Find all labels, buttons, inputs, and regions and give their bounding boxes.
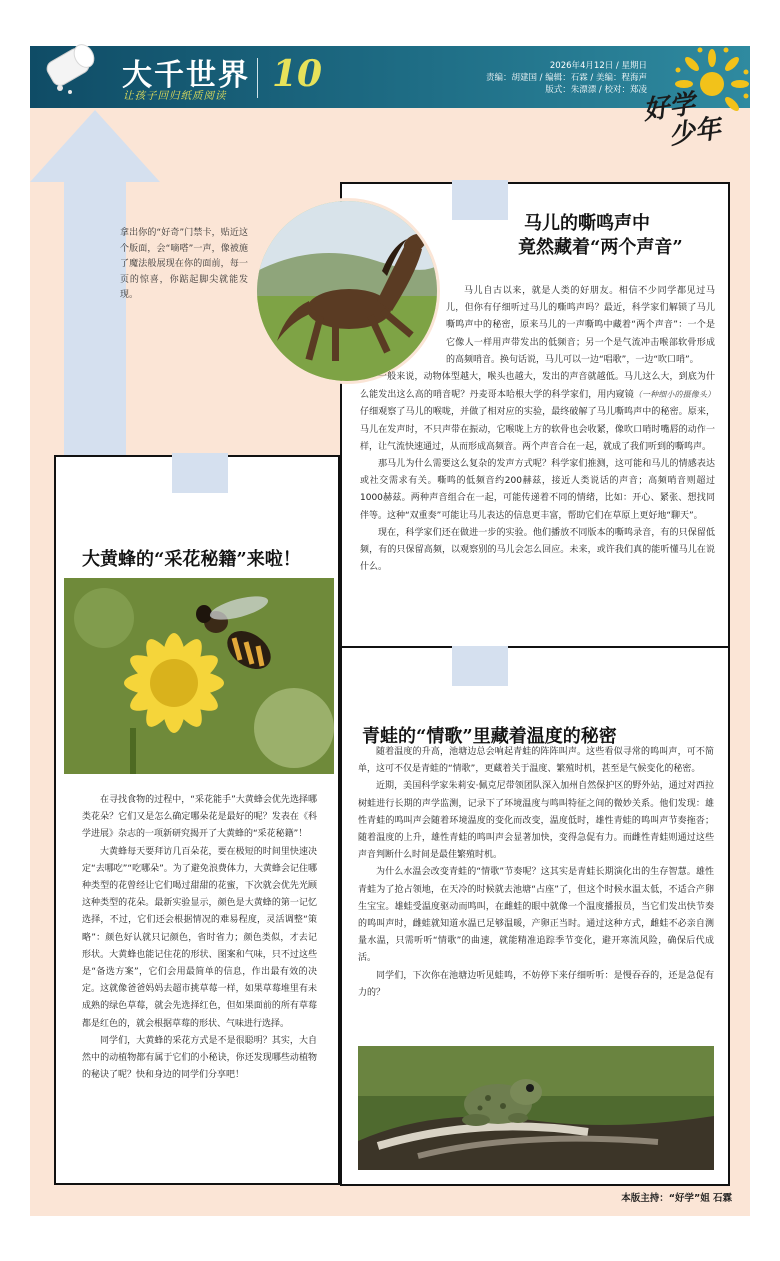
horse-p2-part-b: 仔细观察了马儿的喉咙，并做了相对应的实验，最终破解了马儿嘶鸣声中的秘密。原来，马儿在发声时，不只声带在振动，它喉咙上方的软骨也会收紧，像吹口哨时嘴唇的动作一样，让气流快速通过，从而形成高频音。两个声音合在一起，就成了我们听到的嘶鸣声。 <box>360 407 715 452</box>
horse-paragraph: 那马儿为什么需要这么复杂的发声方式呢？科学家们推测，这可能和马儿的情感表达或社交需求有关。嘶鸣的低频音约200赫兹，接近人类说话的声音；高频哨音则超过1000赫兹。两种声音组合在一起，可能传递着不同的情绪，比如：开心、紧张、想找同伴等。这种“双重奏”可能让马儿表达的信息更丰富，帮助它们在草原上更好地“聊天”。 <box>360 459 715 521</box>
horse-tab <box>452 180 508 220</box>
horse-p2-part-a: 一般来说，动物体型越大，喉头也越大，发出的声音就越低。马儿这么大，到底为什么能发出这么高的哨音呢？丹麦哥本哈根大学的科学家们，用内窥镜 <box>360 372 715 401</box>
section-title: 大千世界 <box>122 58 250 93</box>
bee-photo <box>64 578 334 774</box>
frog-paragraph: 为什么水温会改变青蛙的“情歌”节奏呢？这其实是青蛙长期演化出的生存智慧。雄性青蛙为了抢占领地，在天冷的时候就去池塘“占座”了，但这个时候水温太低，不适合产卵生宝宝。雄蛙受温度驱动而鸣叫，在雌蛙的眼中就像一个温度播报员，当它们发出快节奏的鸣叫声时，雌蛙就知道水温已足够温暖，产卵正当时。通过这种方式，雌蛙不必亲自测量水温，只需听听“情歌”的曲速，就能精准追踪季节变化，避开寒流风险，确保后代成活。 <box>358 867 714 964</box>
frog-photo <box>358 1046 714 1170</box>
frog-article-body <box>358 744 714 1002</box>
frog-paragraph: 同学们，下次你在池塘边听见蛙鸣，不妨停下来仔细听听：是慢吞吞的，还是急促有力的？ <box>358 970 714 998</box>
horse-article-body <box>360 283 715 576</box>
bee-paragraph: 大黄蜂每天要拜访几百朵花，要在极短的时间里快速决定“去哪吃”“吃哪朵”。为了避免浪费体力，大黄蜂会记住哪种类型的花曾经让它们喝过甜甜的花蜜，下次就会优先光顾这种类型的花朵。最新实验显示，颜色是大黄蜂的第一记忆选择，不过，它们还会根据情况的难易程度，灵活调整“策略”：颜色好认就只记颜色，省时省力；颜色类似，才去记形状。大黄蜂也能记住花的形状、图案和气味，只不过这些是“备选方案”，它们会用最简单的信息，作出最有效的决定。这就像爸爸妈妈去超市挑草莓一样，如果草莓堆里有未成熟的绿色草莓，就会先选择红色，但如果面前的所有草莓都是红色的，就会根据草莓的形状、气味进行选择。 <box>82 846 317 1029</box>
frog-tab <box>452 646 508 686</box>
frog-paragraph: 随着温度的升高，池塘边总会响起青蛙的阵阵叫声。这些看似寻常的鸣叫声，可不简单，这可不仅是青蛙的“情歌”，更藏着关于温度、繁殖时机，甚至是气候变化的秘密。 <box>358 747 714 775</box>
horse-title-line-2: 竟然藏着“两个声音” <box>518 237 683 258</box>
layout-credits: 版式：朱漂漂 / 校对：郑凌 <box>545 85 647 95</box>
bee-tab <box>172 453 228 493</box>
bee-article-title: 大黄蜂的“采花秘籍”来啦！ <box>82 549 301 570</box>
logo-line-2: 少年 <box>667 113 723 151</box>
logo-line-1: 好学 <box>641 89 698 127</box>
editor-credits: 责编：胡建国 / 编辑：石霖 / 美编：程海声 <box>485 73 647 83</box>
horse-paragraph: 现在，科学家们还在做进一步的实验。他们播放不同版本的嘶鸣录音，有的只保留低频，有的只保留高频，以观察别的马儿会怎么回应。未来，或许我们真的能听懂马儿在说什么。 <box>360 527 715 573</box>
frog-article-title: 青蛙的“情歌”里藏着温度的秘密 <box>362 726 617 747</box>
horse-article-title <box>518 212 683 260</box>
section-slogan: 让孩子回归纸质阅读 <box>123 90 227 102</box>
issue-date: 2026年4月12日 / 星期日 <box>549 61 647 71</box>
chalk-icon <box>40 38 102 100</box>
page-host-credit: 本版主持：“好学”姐 石霖 <box>621 1193 732 1204</box>
horse-paragraph: 马儿自古以来，就是人类的好朋友。相信不少同学都见过马儿，但你有仔细听过马儿的嘶鸣声吗？最近，科学家们解锁了马儿嘶鸣声中的秘密，原来马儿的一声嘶鸣中藏着“两个声音”：一个是它像人一样用声带发出的低频音；另一个是气流冲击喉部软骨形成的高频哨音。换句话说，马儿可以一边“唱歌”，一边“吹口哨”。 <box>446 286 715 365</box>
page-number: 10 <box>272 53 323 95</box>
horse-paragraph <box>360 369 715 456</box>
intro-text: 拿出你的“好奇”门禁卡，贴近这个版面，会“嘀嗒”一声，像被施了魔法般展现在你的面前，每一页的惊喜，你踮起脚尖就能发现。 <box>120 228 248 300</box>
header-divider <box>257 58 258 98</box>
horse-title-line-1: 马儿的嘶鸣声中 <box>524 213 650 234</box>
horse-p2-note: （一种细小的摄像头） <box>633 390 715 400</box>
bee-article-body <box>82 792 317 1084</box>
frog-paragraph: 近期，美国科学家朱莉安·佩克尼带领团队深入加州自然保护区的野外站，通过对西拉树蛙进行长期的声学监测，记录下了环境温度与鸣叫特征之间的微妙关系。他们发现：雄性青蛙的鸣叫声会随着环境温度的变化而改变，温度低时，雄性青蛙的鸣叫声节奏拖沓；随着温度的上升，雄性青蛙的鸣叫声会显著加快，变得急促有力。而雌性青蛙则通过这些声音判断什么时间是最佳繁殖时机。 <box>358 781 714 861</box>
bee-paragraph: 在寻找食物的过程中，“采花能手”大黄蜂会优先选择哪类花朵？它们又是怎么确定哪朵花是最好的呢？发表在《科学进展》杂志的一项新研究揭开了大黄蜂的“采花秘籍”！ <box>82 795 317 840</box>
column-logo <box>641 87 722 153</box>
bee-paragraph: 同学们，大黄蜂的采花方式是不是很聪明？其实，大自然中的动植物都有属于它们的小秘诀，你还发现哪些动植物的秘诀了呢？快和身边的同学们分享吧！ <box>82 1035 317 1081</box>
issue-meta <box>486 60 647 96</box>
